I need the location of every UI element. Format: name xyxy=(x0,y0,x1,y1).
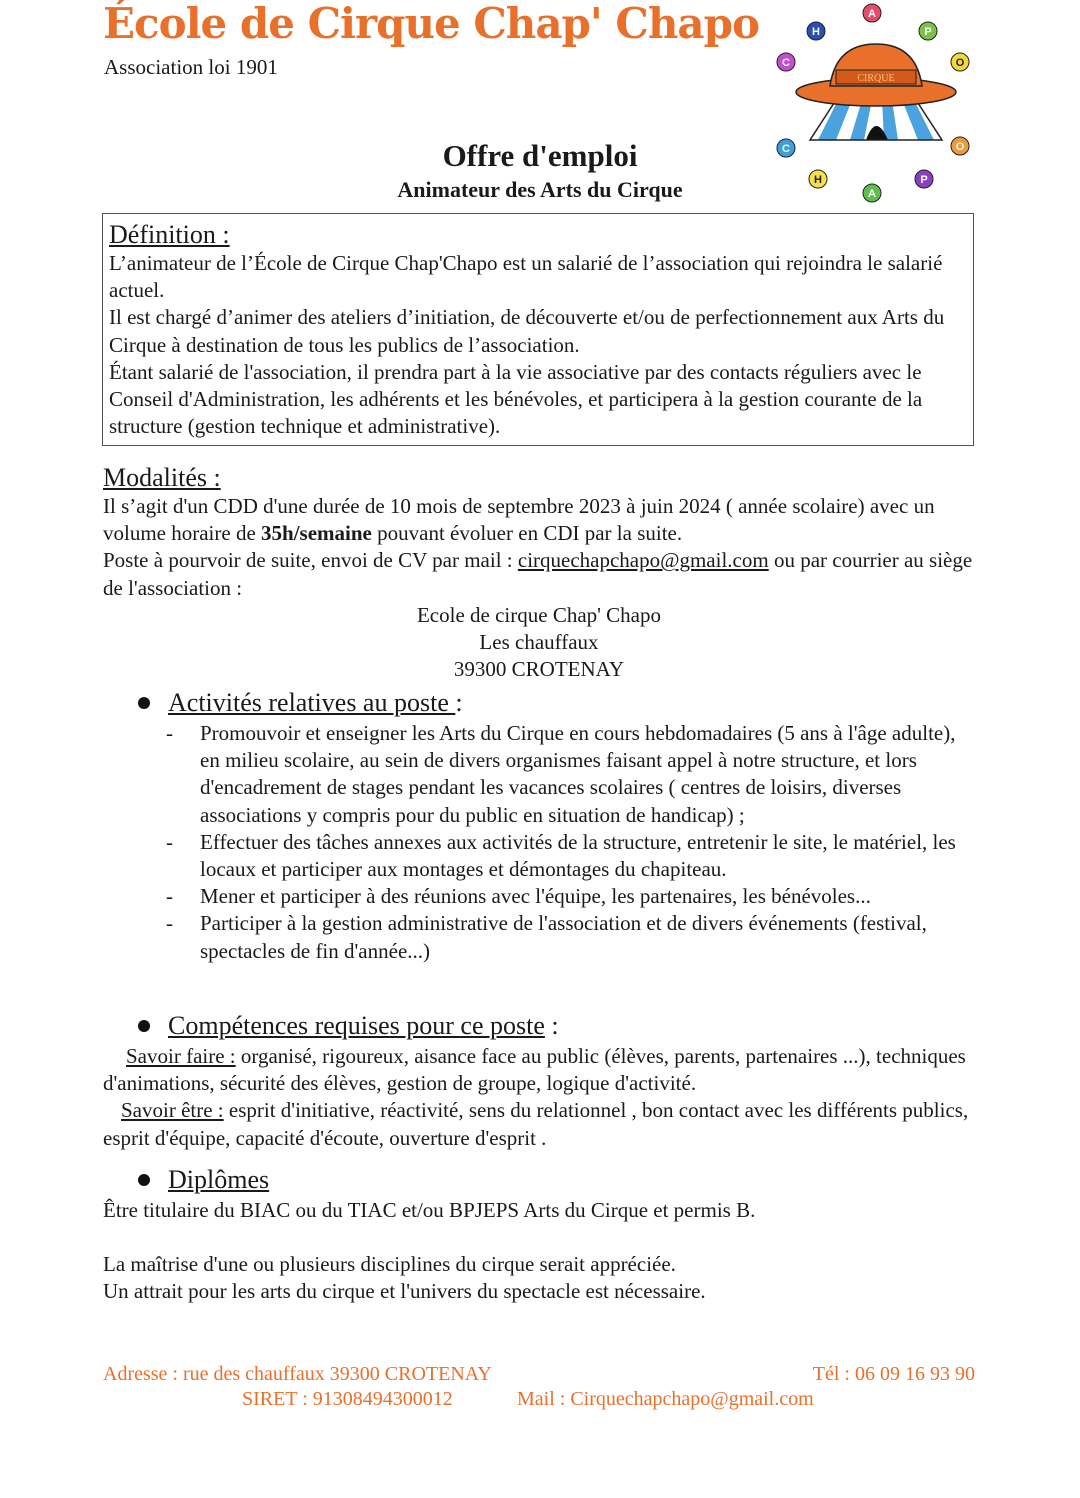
logo-letter: C xyxy=(782,143,790,155)
savoir-faire: Savoir faire : organisé, rigoureux, aisance face au public (élèves, parents, partenaires ...), techniques d'animations, sécurité des élèves, gestion de groupe, logique d'activité. xyxy=(103,1044,966,1096)
activities-list xyxy=(164,720,976,965)
modalites-application: Poste à pourvoir de suite, envoi de CV par mail : cirquechapchapo@gmail.com ou par courrier au siège de l'association : xyxy=(103,548,973,600)
skills-section xyxy=(103,1043,983,1152)
savoir-etre-label: Savoir être : xyxy=(121,1098,224,1123)
definition-paragraph: L’animateur de l’École de Cirque Chap'Chapo est un salarié de l’association qui rejoindra le salarié actuel. xyxy=(109,251,943,303)
logo-letter: P xyxy=(920,174,928,186)
diplomas-section xyxy=(103,1197,983,1306)
org-title: École de Cirque Chap' Chapo xyxy=(103,0,759,48)
skills-heading: Compétences requises pour ce poste : xyxy=(138,1011,559,1041)
bullet-dot-icon xyxy=(138,697,150,709)
definition-paragraph: Étant salarié de l'association, il prendra part à la vie associative par des contacts réguliers avec le Conseil d'Administration, les adhérents et les bénévoles, et participera à la gestion courante de la structure (gestion technique et administrative). xyxy=(109,359,923,439)
hat-band-text: CIRQUE xyxy=(857,73,895,84)
footer-phone: Tél : 06 09 16 93 90 xyxy=(812,1363,975,1385)
logo-letter: O xyxy=(955,141,965,153)
bullet-dot-icon xyxy=(138,1174,150,1186)
address-line: Les chauffaux xyxy=(479,630,599,655)
address-line: Ecole de cirque Chap' Chapo xyxy=(416,602,662,627)
job-title: Offre d'emploi xyxy=(442,138,638,173)
logo-letter: H xyxy=(814,174,822,186)
org-subtitle: Association loi 1901 xyxy=(104,55,278,79)
diplomas-necessary: Un attrait pour les arts du cirque et l'univers du spectacle est nécessaire. xyxy=(103,1279,706,1304)
logo-letter: O xyxy=(955,57,965,69)
logo-letter: C xyxy=(782,57,790,69)
job-subtitle: Animateur des Arts du Cirque xyxy=(397,177,683,202)
logo-letter: A xyxy=(868,188,876,200)
logo-letter: A xyxy=(868,8,876,20)
savoir-etre: Savoir être : esprit d'initiative, réactivité, sens du relationnel , bon contact avec les différents publics, esprit d'équipe, capacité d'écoute, ouverture d'esprit . xyxy=(103,1098,969,1150)
application-email-link[interactable]: cirquechapchapo@gmail.com xyxy=(517,548,769,573)
definition-box xyxy=(102,213,974,446)
footer-mail: Mail : Cirquechapchapo@gmail.com xyxy=(517,1388,814,1410)
list-item: - Promouvoir et enseigner les Arts du Cirque en cours hebdomadaires (5 ans à l'âge adulte), en milieu scolaire, au sein de divers organismes faisant appel à notre structure, et lors d'encadrement de stages pendant les vacances scolaires ( centres de loisirs, diverses associations y compris pour du public en situation de handicap) ; xyxy=(164,720,976,829)
activities-heading: Activités relatives au poste : xyxy=(138,688,463,718)
list-item: - Effectuer des tâches annexes aux activités de la structure, entretenir le site, le matériel, les locaux et participer aux montages et démontages du chapiteau. xyxy=(164,829,976,883)
footer-siret: SIRET : 91308494300012 xyxy=(242,1388,453,1410)
savoir-faire-label: Savoir faire : xyxy=(126,1044,236,1068)
list-item: - Participer à la gestion administrative de l'association et de divers événements (festival, spectacles de fin d'année...) xyxy=(164,910,976,964)
diplomas-required: Être titulaire du BIAC ou du TIAC et/ou BPJEPS Arts du Cirque et permis B. xyxy=(103,1198,756,1222)
logo-letter: H xyxy=(812,26,820,38)
diplomas-appreciated: La maîtrise d'une ou plusieurs disciplines du cirque serait appréciée. xyxy=(103,1252,676,1277)
definition-heading: Définition : xyxy=(109,220,230,249)
footer-address: Adresse : rue des chauffaux 39300 CROTENAY xyxy=(103,1363,492,1385)
bullet-dot-icon xyxy=(138,1020,150,1032)
logo-letter: P xyxy=(924,26,932,38)
modalites-section xyxy=(103,463,983,683)
diplomas-heading: Diplômes xyxy=(138,1165,269,1195)
address-line: 39300 CROTENAY xyxy=(453,657,625,682)
footer xyxy=(103,1362,975,1412)
definition-paragraph: Il est chargé d’animer des ateliers d’initiation, de découverte et/ou de perfectionnement aux Arts du Cirque à destination de tous les publics de l’association. xyxy=(109,305,945,357)
hours-per-week: 35h/semaine xyxy=(261,521,372,546)
modalites-contract: Il s’agit d'un CDD d'une durée de 10 mois de septembre 2023 à juin 2024 ( année scolaire) avec un volume horaire de 35h/semaine pouvant évoluer en CDI par la suite. xyxy=(103,494,935,546)
list-item: - Mener et participer à des réunions avec l'équipe, les partenaires, les bénévoles... xyxy=(164,883,976,910)
modalites-heading: Modalités : xyxy=(103,463,221,492)
